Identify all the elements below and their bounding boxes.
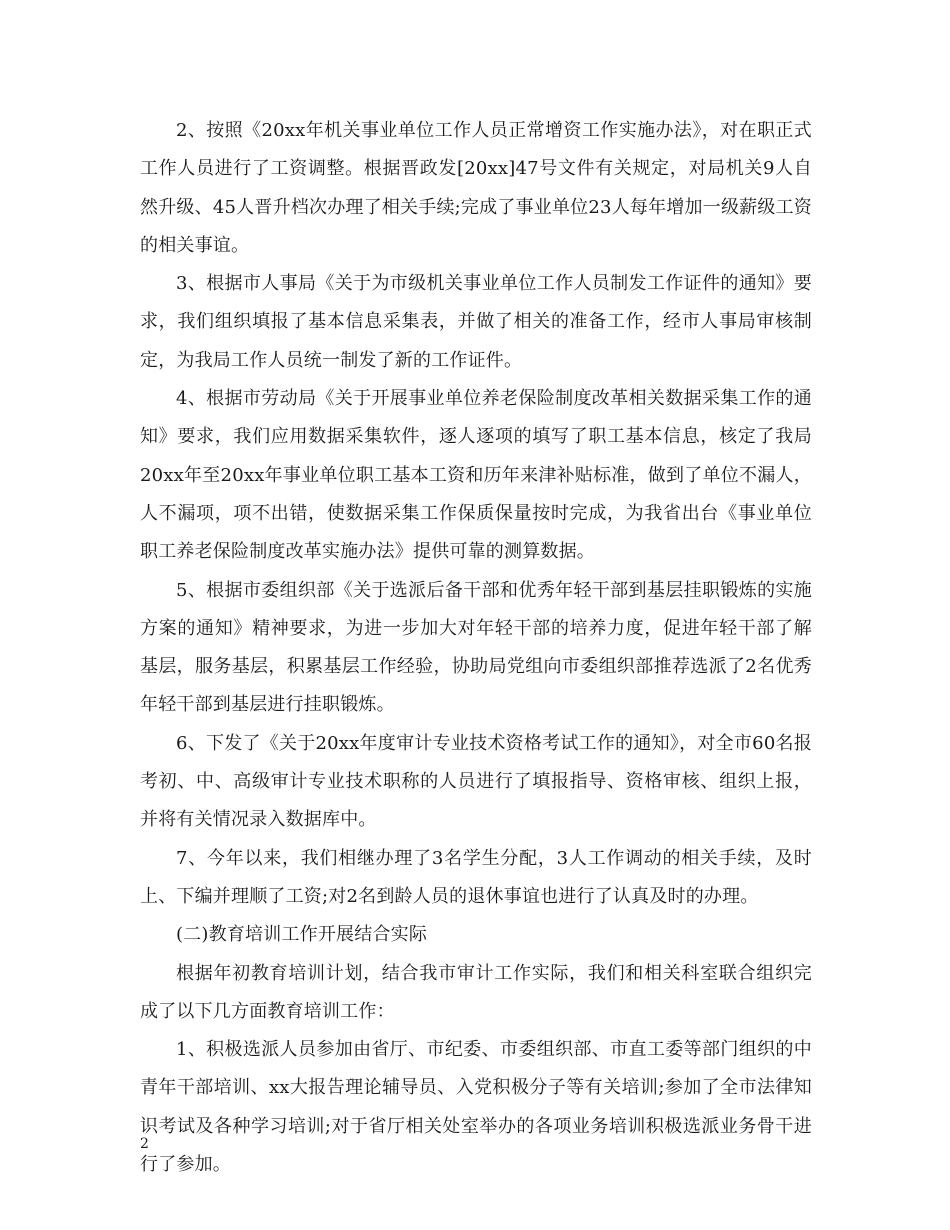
paragraph-training-participation: 1、积极选派人员参加由省厅、市纪委、市委组织部、市直工委等部门组织的中青年干部培训、xx大报告理论辅导员、入党积极分子等有关培训;参加了全市法律知识考试及各种学习培训;对于省厅相关处室举办的各项业务培训积极选派业务骨干进行了参加。 — [140, 1039, 812, 1176]
paragraph-audit-qualification-exam: 6、下发了《关于20xx年度审计专业技术资格考试工作的通知》，对全市60名报考初、中、高级审计专业技术职称的人员进行了填报指导、资格审核、组织上报，并将有关情况录入数据库中。 — [140, 732, 812, 831]
paragraph-cadre-training-placement: 5、根据市委组织部《关于选派后备干部和优秀年轻干部到基层挂职锻炼的实施方案的通知》精神要求，为进一步加大对年轻干部的培养力度，促进年轻干部了解基层，服务基层，积累基层工作经验，协助局党组向市委组织部推荐选派了2名优秀年轻干部到基层进行挂职锻炼。 — [140, 579, 812, 716]
paragraph-pension-data-collection: 4、根据市劳动局《关于开展事业单位养老保险制度改革相关数据采集工作的通知》要求，我们应用数据采集软件，逐人逐项的填写了职工基本信息，核定了我局20xx年至20xx年事业单位职工基本工资和历年来津补贴标准，做到了单位不漏人，人不漏项，项不出错，使数据采集工作保质保量按时完成，为我省出台《事业单位职工养老保险制度改革实施办法》提供可靠的测算数据。 — [140, 388, 812, 563]
document-body — [140, 112, 812, 1184]
paragraph-training-intro: 根据年初教育培训计划，结合我市审计工作实际，我们和相关科室联合组织完成了以下几方面教育培训工作： — [140, 962, 812, 1022]
paragraph-salary-adjustment: 2、按照《20xx年机关事业单位工作人员正常增资工作实施办法》，对在职正式工作人员进行了工资调整。根据晋政发[20xx]47号文件有关规定，对局机关9人自然升级、45人晋升档次办理了相关手续;完成了事业单位23人每年增加一级薪级工资的相关事谊。 — [140, 120, 812, 256]
page-number: 2 — [140, 1136, 149, 1152]
paragraph-work-certificates: 3、根据市人事局《关于为市级机关事业单位工作人员制发工作证件的通知》要求，我们组织填报了基本信息采集表，并做了相关的准备工作，经市人事局审核制定，为我局工作人员统一制发了新的工作证件。 — [140, 273, 812, 371]
paragraph-personnel-procedures: 7、今年以来，我们相继办理了3名学生分配，3人工作调动的相关手续，及时上、下编并理顺了工资;对2名到龄人员的退休事谊也进行了认真及时的办理。 — [140, 847, 812, 907]
section-heading-education-training: (二)教育培训工作开展结合实际 — [176, 924, 428, 946]
